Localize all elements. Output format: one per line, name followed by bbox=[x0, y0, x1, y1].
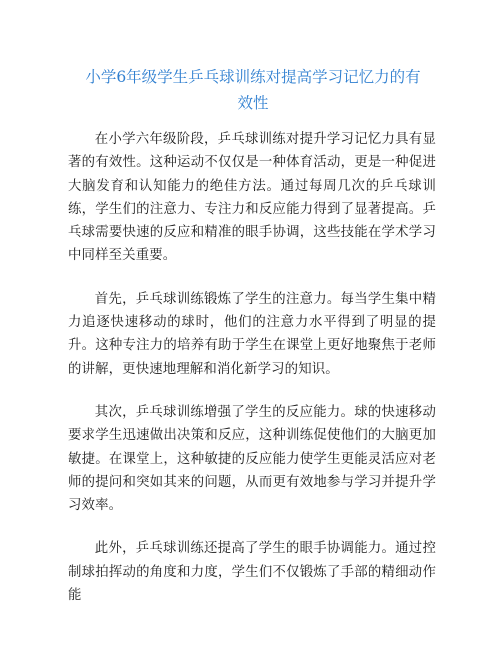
paragraph-reaction: 其次，乒乓球训练增强了学生的反应能力。球的快速移动要求学生迅速做出决策和反应，这种训练促使他们的大脑更加敏捷。在课堂上，这种敏捷的反应能力使学生更能灵活应对老师的提问和突如其来的问题，从而更有效地参与学习并提升学习效率。 bbox=[68, 404, 436, 514]
paragraph-attention: 首先，乒乓球训练锻炼了学生的注意力。每当学生集中精力追逐快速移动的球时，他们的注意力水平得到了明显的提升。这种专注力的培养有助于学生在课堂上更好地聚焦于老师的讲解，更快速地理解和消化新学习的知识。 bbox=[68, 291, 436, 377]
document-body bbox=[68, 128, 436, 627]
document-title: 小学6年级学生乒乓球训练对提高学习记忆力的有效性 bbox=[85, 68, 421, 112]
paragraph-intro: 在小学六年级阶段，乒乓球训练对提升学习记忆力具有显著的有效性。这种运动不仅仅是一种体育活动，更是一种促进大脑发育和认知能力的绝佳方法。通过每周几次的乒乓球训练，学生们的注意力、专注力和反应能力得到了显著提高。乒乓球需要快速的反应和精准的眼手协调，这些技能在学术学习中同样至关重要。 bbox=[68, 132, 436, 264]
paragraph-coordination: 此外，乒乓球训练还提高了学生的眼手协调能力。通过控制球拍挥动的角度和力度，学生们不仅锻炼了手部的精细动作能 bbox=[68, 541, 436, 604]
